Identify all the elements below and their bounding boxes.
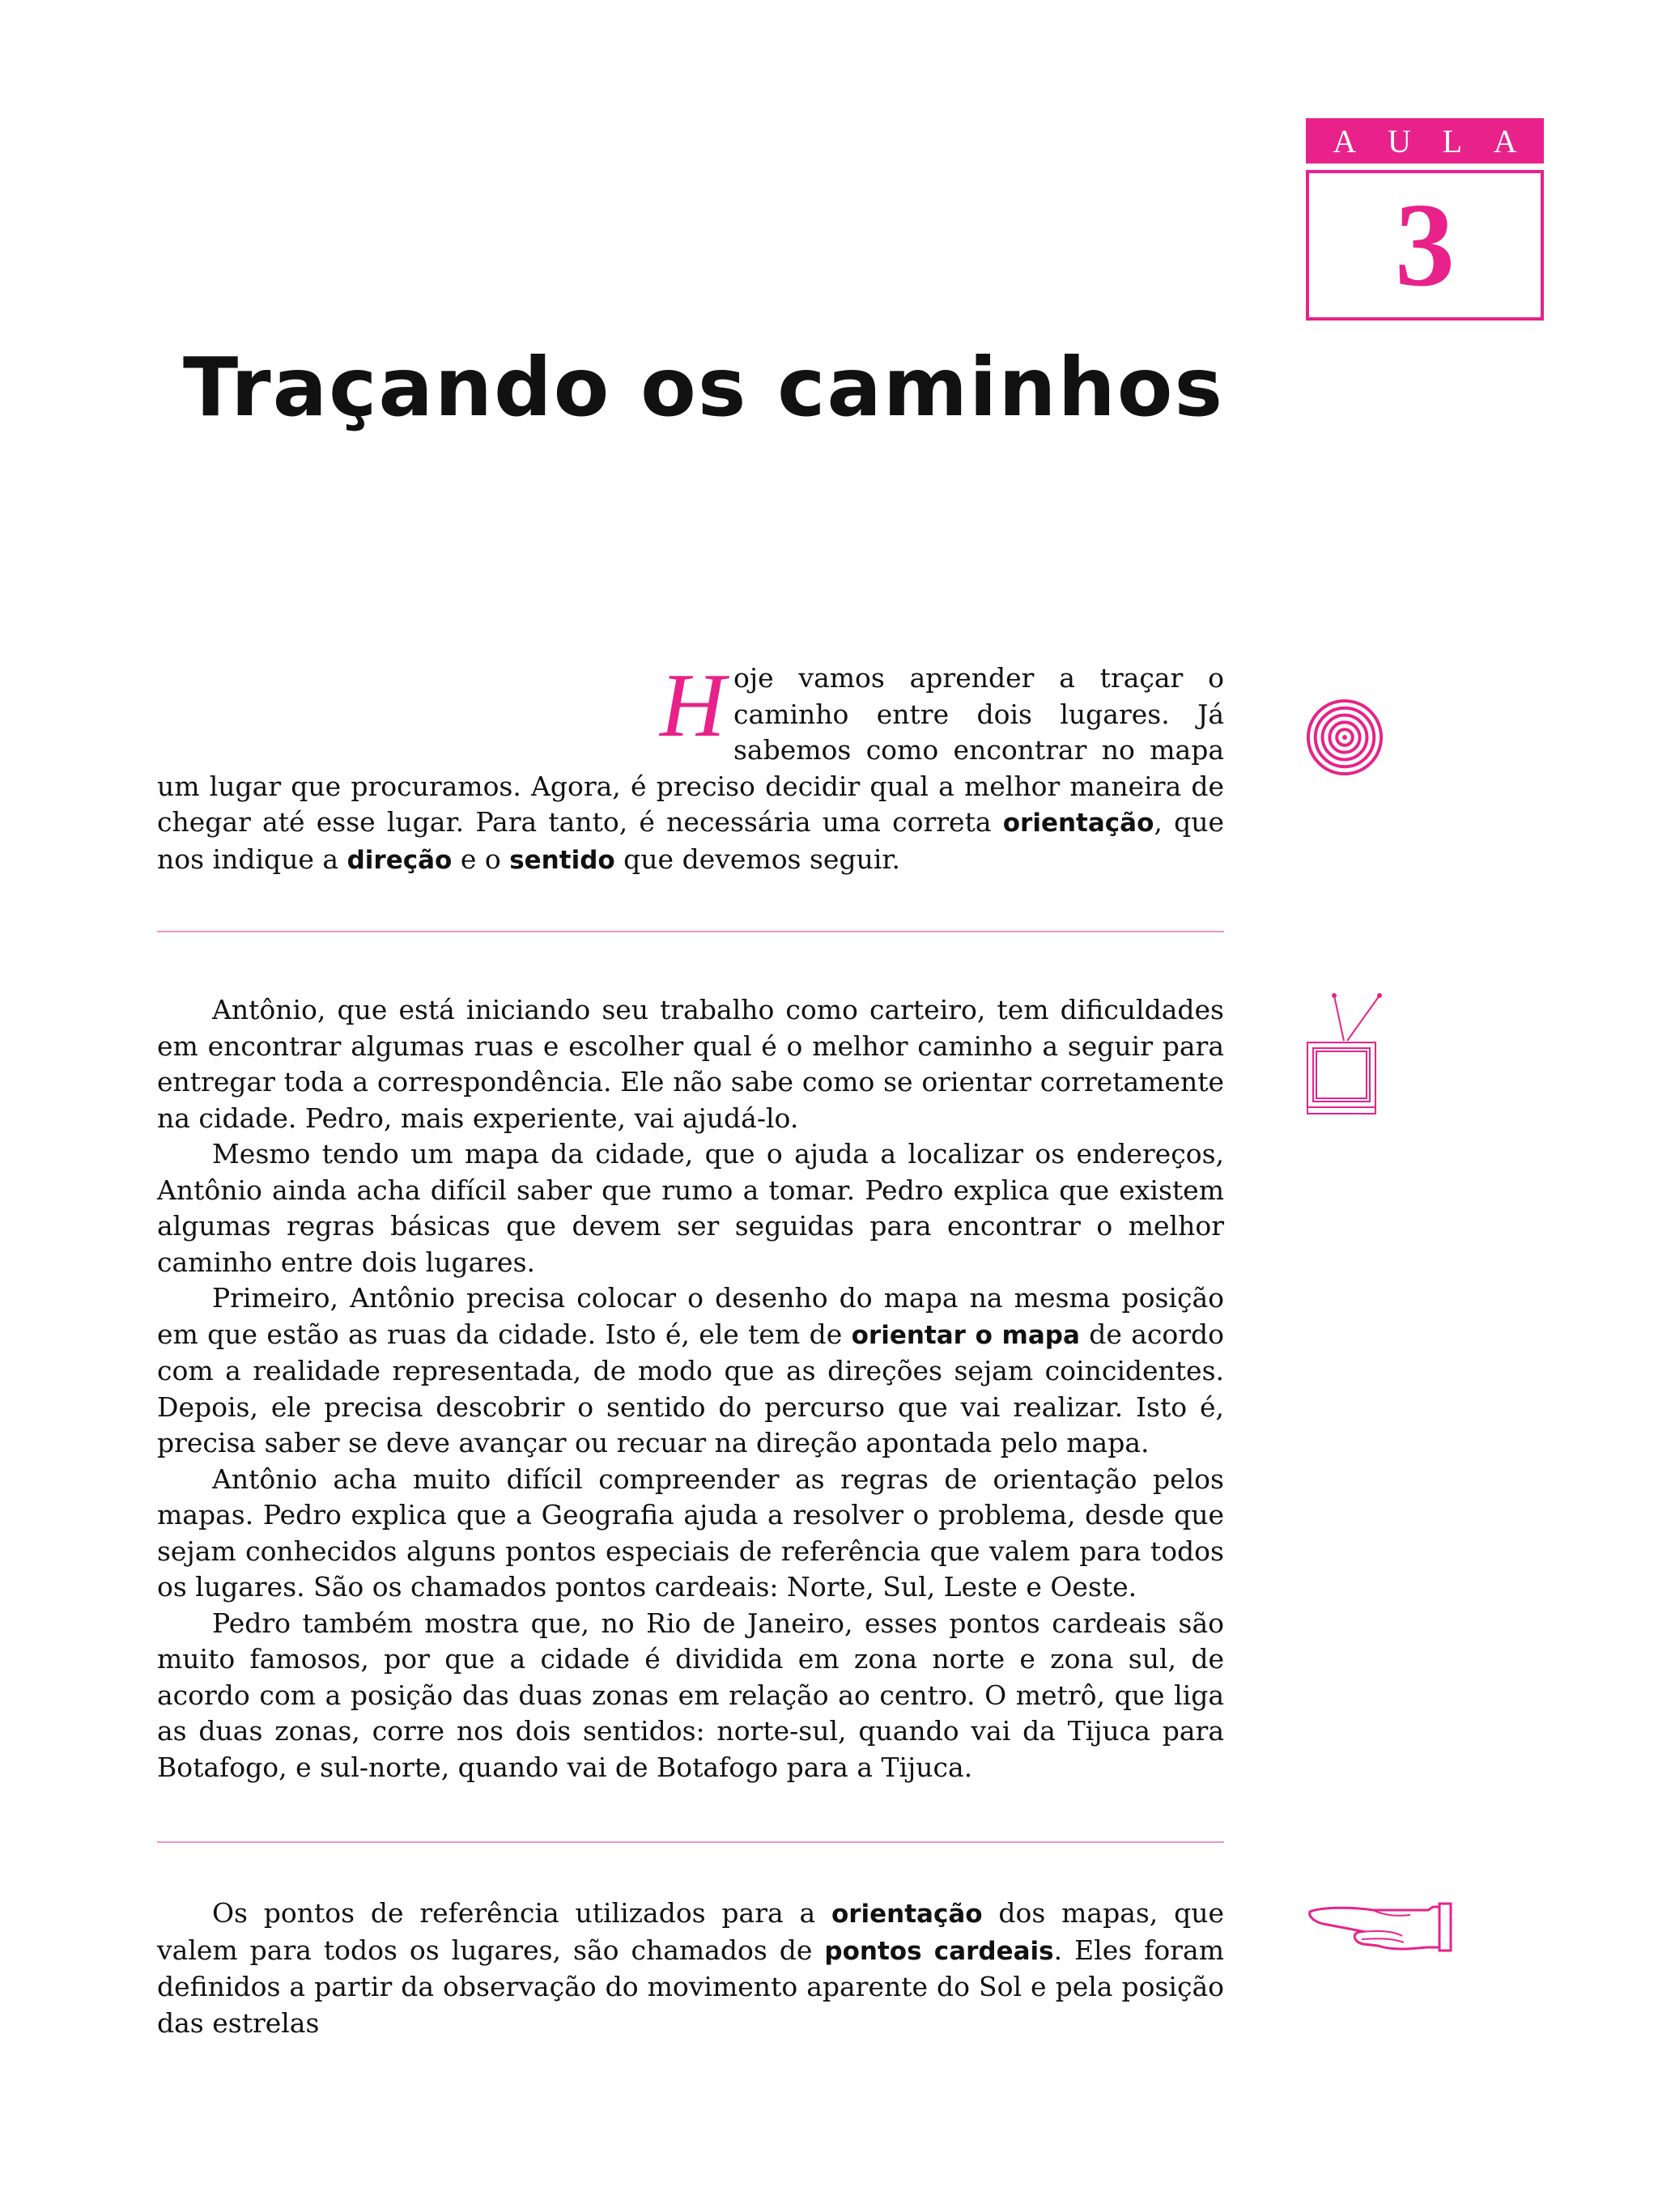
aula-label [1306,118,1544,163]
intro-text: oje vamos aprender a traçar o caminho entre dois lugares. Já sabemos como encontrar no mapa um lugar que procuramos. Agora, é preciso decidir qual a melhor maneira de chegar até esse lugar. Para tanto, é necessária uma correta [157,662,1224,838]
term-pontos-cardeais: pontos cardeais [824,1936,1054,1966]
lesson-number: 3 [1395,179,1455,312]
drop-cap: H [660,656,725,756]
term-orientacao: orientação [1002,809,1154,838]
tv-icon [1305,989,1386,1117]
page-title: Traçando os caminhos [183,340,1224,435]
section-body [157,1896,1224,2041]
intro-text: e o [452,843,510,875]
paragraph: Antônio acha muito difícil compreender as regras de orientação pelos mapas. Pedro explica que a Geografia ajuda a resolver o problema, desde que sejam conhecidos alguns pontos especiais de referência que valem para todos os lugares. São os chamados pontos cardeais: Norte, Sul, Leste e Oeste. [157,1463,1224,1603]
paragraph-text: dos mapas, que valem para todos os lugares, são chamados de [157,1897,1224,1966]
pointing-hand-icon [1305,1899,1467,1955]
term-orientar-o-mapa: orientar o mapa [851,1320,1080,1350]
lesson-number-box [1306,170,1544,321]
paragraph-text: Os pontos de referência utilizados para a [212,1897,831,1929]
target-icon [1305,698,1384,777]
section-divider [157,931,1224,932]
intro-text: , que nos indique a [157,806,1225,875]
intro-paragraph [157,656,1225,878]
aula-letter: A [1493,122,1517,159]
intro-text: que devemos seguir. [614,843,901,875]
paragraph: Antônio, que está iniciando seu trabalho como carteiro, tem dificuldades em encontrar algumas ruas e escolher qual é o melhor caminho a seguir para entregar toda a correspondência. Ele não sabe como se orientar corretamente na cidade. Pedro, mais experiente, vai ajudá-lo. [157,994,1224,1134]
term-direcao: direção [346,845,453,875]
paragraph [157,1280,1224,1462]
paragraph [157,1896,1224,2041]
aula-letter: A [1333,122,1357,159]
paragraph-text: . Eles foram definidos a partir da observação do movimento aparente do Sol e pela posição das estrelas [157,1934,1224,2039]
paragraph-text: Primeiro, Antônio precisa colocar o desenho do mapa na mesma posição em que estão as ruas da cidade. Isto é, ele tem de [157,1282,1224,1350]
term-sentido: sentido [509,845,615,875]
aula-letter: U [1387,122,1411,159]
aula-letter: L [1442,122,1463,159]
paragraph: Pedro também mostra que, no Rio de Janeiro, esses pontos cardeais são muito famosos, por que a cidade é dividida em zona norte e zona sul, de acordo com a posição das duas zonas em relação ao centro. O metrô, que liga as duas zonas, corre nos dois sentidos: norte-sul, quando vai da Tijuca para Botafogo, e sul-norte, quando vai de Botafogo para a Tijuca. [157,1607,1224,1783]
section-divider [157,1841,1224,1843]
paragraph: Mesmo tendo um mapa da cidade, que o ajuda a localizar os endereços, Antônio ainda acha difícil saber que rumo a tomar. Pedro explica que existem algumas regras básicas que devem ser seguidas para encontrar o melhor caminho entre dois lugares. [157,1138,1224,1278]
section-body [157,992,1224,1785]
paragraph-text: de acordo com a realidade representada, de modo que as direções sejam coincidentes. Depois, ele precisa descobrir o sentido do percurso que vai realizar. Isto é, precisa saber se deve avançar ou recuar na direção apontada pelo mapa. [157,1318,1224,1458]
term-orientacao: orientação [831,1900,983,1929]
